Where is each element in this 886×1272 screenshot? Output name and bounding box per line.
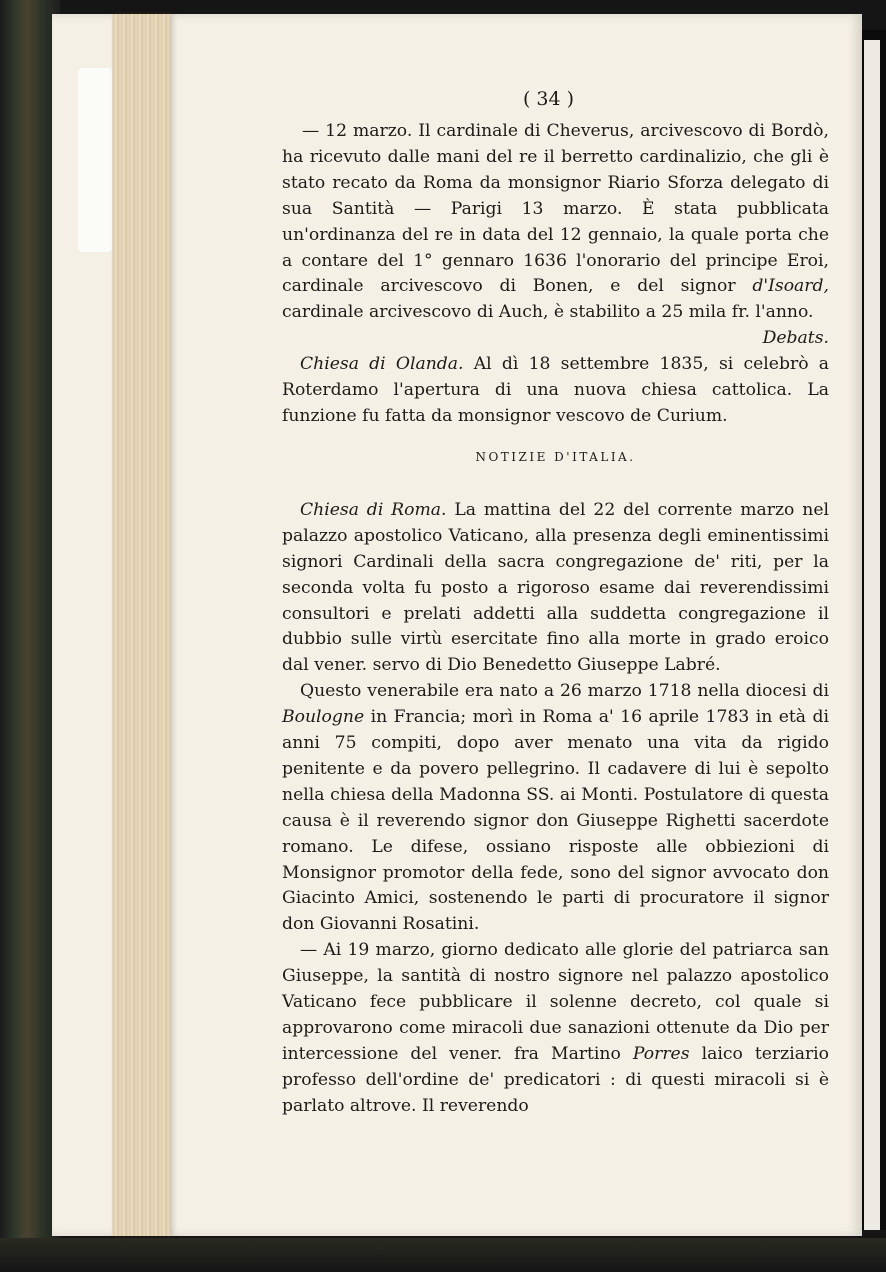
paper-tab xyxy=(78,68,112,252)
text-run: Questo venerabile era nato a 26 marzo 1718 nella diocesi di xyxy=(300,681,829,702)
italic-text-run: Boulogne xyxy=(282,707,365,728)
text-run: La mattina del 22 del corrente marzo nel palazzo apostolico Vaticano, alla presenza degli eminentissimi signori Cardinali della sacra congregazione de' riti, per la seconda volta fu posto a rigoroso esame dai reverendissimi consultori e prelati addetti alla suddetta congregazione il dubbio sulle virtù esercitate fino alla morte in grado eroico dal vener. servo di Dio Benedetto Giuseppe Labré. xyxy=(282,499,829,676)
paragraph xyxy=(282,498,829,679)
book-cover-bottom xyxy=(0,1238,886,1272)
paragraph xyxy=(282,119,829,352)
source-attribution: Debats. xyxy=(762,328,829,349)
next-page-edge xyxy=(864,40,880,1230)
paragraph xyxy=(282,679,829,938)
paragraph xyxy=(282,938,829,1119)
text-run: cardinale arcivescovo di Auch, è stabilito a 25 mila fr. l'anno. xyxy=(282,302,814,323)
top-paragraphs xyxy=(282,119,829,430)
text-run: laico terziario professo dell'ordine de' predicatori : di questi miracoli si è parlato altrove. Il reverendo xyxy=(282,1043,830,1116)
paragraph xyxy=(282,352,829,430)
text-run: — 12 marzo. Il cardinale di Cheverus, arcivescovo di Bordò, ha ricevuto dalle mani del re il berretto cardinalizio, che gli è stato recato da Roma da monsignor Riario Sforza delegato di sua Santità — Parigi 13 marzo. È stata pubblicata un'ordinanza del re in data del 12 gennaio, la quale porta che a contare del 1° gennaro 1636 l'onorario del principe Eroi, cardinale arcivescovo di Bonen, e del signor xyxy=(282,121,829,297)
italic-text-run: Chiesa di Olanda. xyxy=(300,354,464,375)
page-number: ( 34 ) xyxy=(522,88,575,110)
bottom-paragraphs xyxy=(282,498,829,1120)
italic-text-run: Chiesa di Roma. xyxy=(300,499,447,520)
page-stack-gutter xyxy=(112,14,170,1236)
book-cover-board xyxy=(0,0,60,1272)
text-run: — Ai 19 marzo, giorno dedicato alle glorie del patriarca san Giuseppe, la santità di nostro signore nel palazzo apostolico Vaticano fece pubblicare il solenne decreto, col quale si approvarono come miracoli due sanazioni ottenute da Dio per intercessione del vener. fra Martino xyxy=(282,940,829,1064)
section-heading: NOTIZIE D'ITALIA. xyxy=(475,449,636,464)
text-run: Al dì 18 settembre 1835, si celebrò a Roterdamo l'apertura di una nuova chiesa cattolica. La funzione fu fatta da monsignor vescovo de Curium. xyxy=(282,354,830,426)
page-text xyxy=(282,88,829,1120)
italic-text-run: d'Isoard, xyxy=(752,276,829,297)
text-run: in Francia; morì in Roma a' 16 aprile 1783 in età di anni 75 compiti, dopo aver menato una vita da rigido penitente e da povero pellegrino. Il cadavere di lui è sepolto nella chiesa della Madonna SS. ai Monti. Postulatore di questa causa è il reverendo signor don Giuseppe Righetti sacerdote romano. Le difese, ossiano risposte alle obbiezioni di Monsignor promotor della fede, sono del signor avvocato don Giacinto Amici, sostenendo le parti di procuratore il signor don Giovanni Rosatini. xyxy=(282,707,829,935)
italic-text-run: Porres xyxy=(632,1043,690,1064)
